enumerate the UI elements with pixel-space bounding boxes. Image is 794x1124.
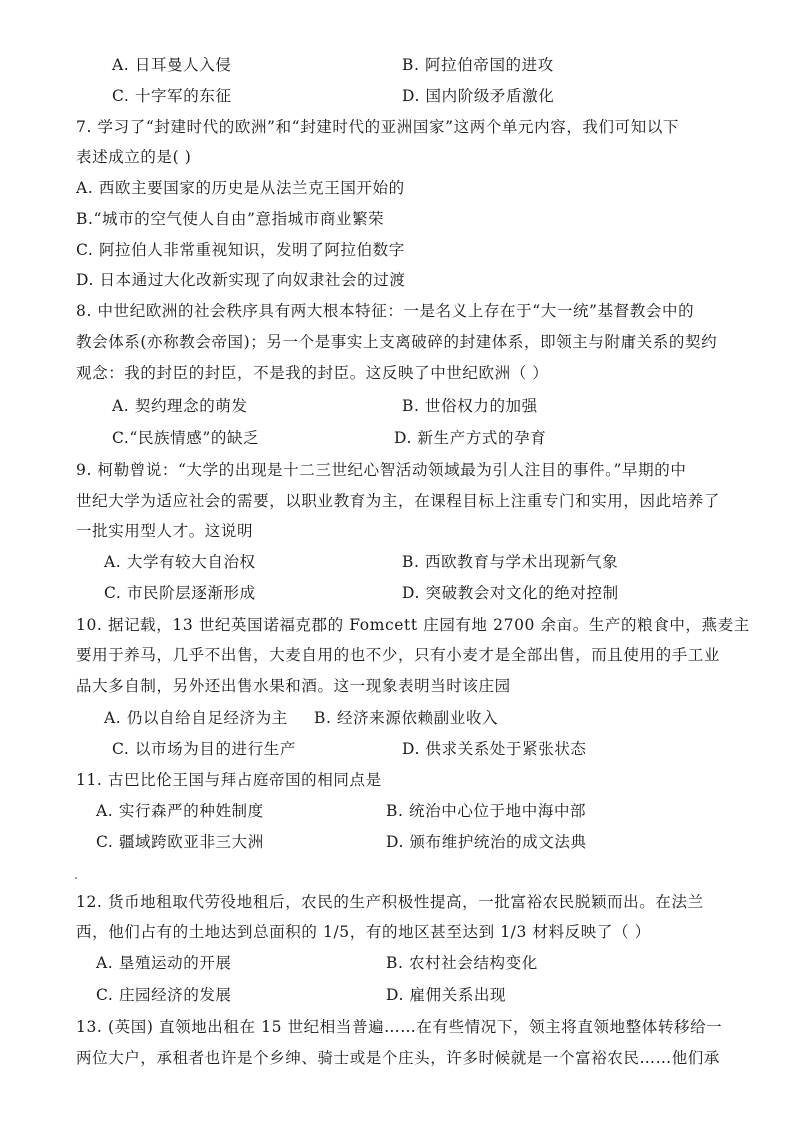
q10-option-b: B. 经济来源依赖副业收入 bbox=[314, 709, 499, 727]
q7-option-c: C. 阿拉伯人非常重视知识，发明了阿拉伯数字 bbox=[76, 241, 405, 259]
q7-option-d: D. 日本通过大化改新实现了向奴隶社会的过渡 bbox=[76, 271, 406, 289]
q11-option-b: B. 统治中心位于地中海中部 bbox=[386, 802, 587, 820]
q7-stem-line-1: 7. 学习了“封建时代的欧洲”和“封建时代的亚洲国家”这两个单元内容，我们可知以下 bbox=[76, 118, 680, 136]
q8-option-d: D. 新生产方式的孕育 bbox=[394, 429, 547, 447]
q7-option-a: A. 西欧主要国家的历史是从法兰克王国开始的 bbox=[76, 179, 405, 197]
q12-option-c: C. 庄园经济的发展 bbox=[96, 986, 232, 1004]
q9-option-b: B. 西欧教育与学术出现新气象 bbox=[402, 553, 619, 571]
q11-stem-line-1: 11. 古巴比伦王国与拜占庭帝国的相同点是 bbox=[76, 771, 382, 789]
q6-option-c: C. 十字军的东征 bbox=[112, 87, 232, 105]
q12-option-b: B. 农村社会结构变化 bbox=[386, 954, 538, 972]
q6-option-b: B. 阿拉伯帝国的进攻 bbox=[402, 56, 554, 74]
q11-option-d: D. 颁布维护统治的成文法典 bbox=[386, 833, 587, 851]
scan-speck bbox=[75, 877, 77, 879]
q6-option-d: D. 国内阶级矛盾激化 bbox=[402, 87, 555, 105]
q13-stem-line-1: 13. (英国) 直领地出租在 15 世纪相当普遍……在有些情况下，领主将直领地整体转移给一 bbox=[76, 1018, 723, 1036]
q10-option-d: D. 供求关系处于紧张状态 bbox=[402, 740, 587, 758]
q8-option-c: C.“民族情感”的缺乏 bbox=[112, 429, 260, 447]
q12-stem-line-1: 12. 货币地租取代劳役地租后，农民的生产积极性提高，一批富裕农民脱颖而出。在法兰 bbox=[76, 893, 704, 911]
q8-option-b: B. 世俗权力的加强 bbox=[402, 397, 538, 415]
q9-option-c: C. 市民阶层逐渐形成 bbox=[104, 584, 256, 602]
q8-option-a: A. 契约理念的萌发 bbox=[112, 397, 248, 415]
q12-option-a: A. 垦殖运动的开展 bbox=[96, 954, 232, 972]
q8-stem-line-1: 8. 中世纪欧洲的社会秩序具有两大根本特征：一是名义上存在于“大一统”基督教会中的 bbox=[76, 302, 695, 320]
q12-option-d: D. 雇佣关系出现 bbox=[386, 986, 507, 1004]
q10-stem-line-3: 品大多自制，另外还出售水果和酒。这一现象表明当时该庄园 bbox=[76, 677, 511, 695]
q8-stem-line-3: 观念：我的封臣的封臣，不是我的封臣。这反映了中世纪欧洲（ ） bbox=[76, 364, 549, 382]
q9-option-d: D. 突破教会对文化的绝对控制 bbox=[402, 584, 619, 602]
q10-option-a: A. 仍以自给自足经济为主 bbox=[104, 709, 288, 727]
q13-stem-line-2: 两位大户，承租者也许是个乡绅、骑士或是个庄头，许多时候就是一个富裕农民……他们承 bbox=[76, 1049, 721, 1067]
q9-stem-line-1: 9. 柯勒曾说：“大学的出现是十二三世纪心智活动领域最为引人注目的事件。”早期的中 bbox=[76, 461, 687, 479]
q11-option-a: A. 实行森严的种姓制度 bbox=[96, 802, 264, 820]
q7-option-b: B.“城市的空气使人自由”意指城市商业繁荣 bbox=[76, 210, 385, 228]
q8-stem-line-2: 教会体系(亦称教会帝国)；另一个是事实上支离破碎的封建体系，即领主与附庸关系的契约 bbox=[76, 333, 718, 351]
q6-option-a: A. 日耳曼人入侵 bbox=[112, 56, 232, 74]
q7-stem-line-2: 表述成立的是( ) bbox=[76, 148, 192, 166]
q12-stem-line-2: 西，他们占有的土地达到总面积的 1/5，有的地区甚至达到 1/3 材料反映了（ ） bbox=[76, 923, 651, 941]
q9-option-a: A. 大学有较大自治权 bbox=[104, 553, 256, 571]
q10-option-c: C. 以市场为目的进行生产 bbox=[112, 740, 296, 758]
q10-stem-line-2: 要用于养马，几乎不出售，大麦自用的也不少，只有小麦才是全部出售，而且使用的手工业 bbox=[76, 646, 721, 664]
q10-stem-line-1: 10. 据记载，13 世纪英国诺福克郡的 Fomcett 庄园有地 2700 余亩。生产的粮食中，燕麦主 bbox=[76, 616, 750, 634]
q9-stem-line-3: 一批实用型人才。这说明 bbox=[76, 522, 254, 540]
q11-option-c: C. 疆域跨欧亚非三大洲 bbox=[96, 833, 264, 851]
q9-stem-line-2: 世纪大学为适应社会的需要，以职业教育为主，在课程目标上注重专门和实用，因此培养了 bbox=[76, 492, 721, 510]
